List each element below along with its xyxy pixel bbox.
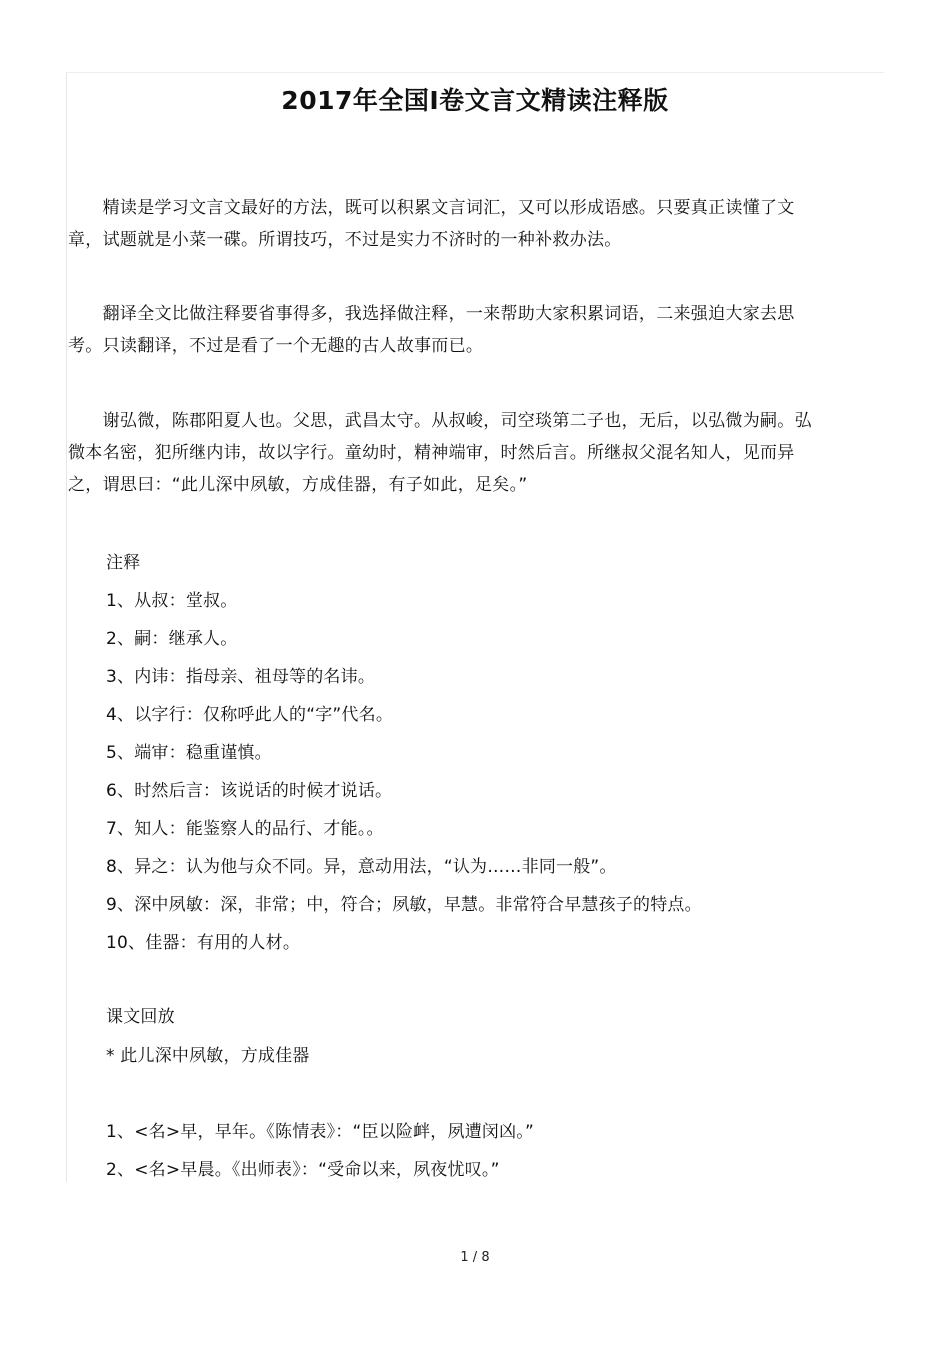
document-title: 2017年全国Ⅰ卷文言文精读注释版 [281, 86, 669, 115]
intro-paragraph-2: 翻译全文比做注释要省事得多，我选择做注释，一来帮助大家积累词语，二来强迫大家去思考。只读翻译，不过是看了一个无趣的古人故事而已。 [68, 304, 795, 356]
review-phrase: * 此儿深中夙敏，方成佳器 [106, 1046, 310, 1066]
note-item: 1、从叔：堂叔。 [106, 591, 238, 611]
note-item: 6、时然后言：该说话的时候才说话。 [106, 781, 393, 801]
note-item: 4、以字行：仅称呼此人的“字”代名。 [106, 705, 394, 725]
note-item: 7、知人：能鉴察人的品行、才能。。 [106, 819, 384, 839]
note-item: 8、异之：认为他与众不同。异，意动用法，“认为……非同一般”。 [106, 857, 617, 877]
note-item: 9、深中夙敏：深，非常；中，符合；夙敏，早慧。非常符合早慧孩子的特点。 [106, 895, 702, 915]
review-item: 1、<名>早，早年。《陈情表》：“臣以险衅，夙遭闵凶。” [106, 1122, 535, 1142]
page-left-border [66, 72, 67, 1182]
review-item: 2、<名>早晨。《出师表》：“受命以来，夙夜忧叹。” [106, 1160, 500, 1180]
review-heading: 课文回放 [106, 1007, 175, 1027]
note-item: 2、嗣：继承人。 [106, 629, 238, 649]
intro-paragraph-1: 精读是学习文言文最好的方法，既可以积累文言词汇，又可以形成语感。只要真正读懂了文章，试题就是小菜一碟。所谓技巧，不过是实力不济时的一种补救办法。 [68, 198, 795, 250]
note-item: 5、端审：稳重谨慎。 [106, 743, 272, 763]
note-item: 10、佳器：有用的人材。 [106, 933, 301, 953]
notes-heading: 注释 [106, 553, 141, 573]
page-top-border [66, 72, 884, 73]
page-number: 1 / 8 [460, 1250, 490, 1265]
note-item: 3、内讳：指母亲、祖母等的名讳。 [106, 667, 376, 687]
passage-paragraph: 谢弘微，陈郡阳夏人也。父思，武昌太守。从叔峻，司空琰第二子也，无后，以弘微为嗣。弘微本名密，犯所继内讳，故以字行。童幼时，精神端审，时然后言。所继叔父混名知人，见而异之，谓思曰：“此儿深中夙敏，方成佳器，有子如此，足矣。” [68, 411, 812, 495]
